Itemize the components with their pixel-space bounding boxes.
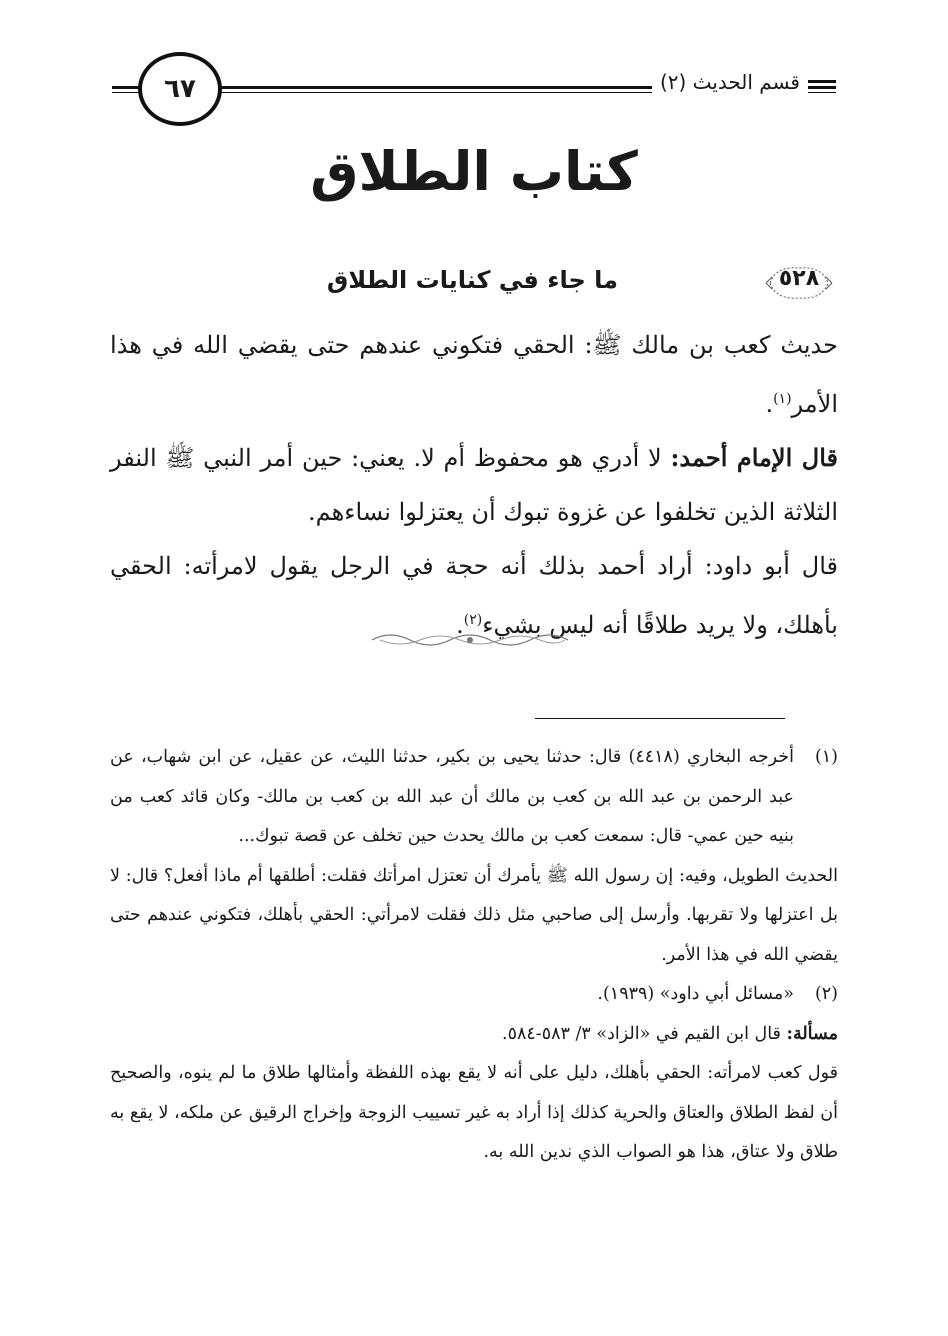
hadith-end: . [765,390,774,418]
ahmad-lead: قال الإمام أحمد: [670,443,838,472]
footnote-1 [110,738,838,857]
chapter-number: ٥٢٨ [778,266,820,291]
ornament-divider-icon [370,628,570,652]
footnote-ref-2: (٢) [463,612,483,628]
paragraph-hadith [110,318,838,431]
running-head: قسم الحديث (٢) [652,70,808,94]
hadith-text: حديث كعب بن مالك ﷺ: الحقي فتكوني عندهم حتى يقضي الله في هذا الأمر [110,331,838,418]
masala-label: مسألة: [786,1023,838,1044]
main-text [110,318,838,652]
chapter-number-badge [764,262,834,304]
masala-heading [110,1015,838,1055]
masala-text: قول كعب لامرأته: الحقي بأهلك، دليل على أنه لا يقع بهذه اللفظة وأمثالها طلاق ما لم ينوه، والصحيح أن لفظ الطلاق والعتاق والحرية كذلك إذا أراد به غير تسييب الزوجة وإخراج الرقيق عن ملكه، لا يقع به طلاق ولا عتاق، هذا هو الصواب الذي ندين الله به. [110,1063,838,1162]
masala-ref: قال ابن القيم في «الزاد» ٣/ ٥٨٣-٥٨٤. [502,1023,781,1044]
footnotes [110,738,838,1173]
footnote-1-continuation: الحديث الطويل، وفيه: إن رسول الله ﷺ يأمرك أن تعتزل امرأتك فقلت: أطلقها أم ماذا أفعل؟ قال: لا بل اعتزلها ولا تقربها. وأرسل إلى صاحبي مثل ذلك فقلت لامرأتي: الحقي بأهلك، فتكوني عندهم حتى يقضي الله في هذا الأمر. [110,865,838,965]
footnote-2 [110,975,838,1015]
book-title: كتاب الطلاق [310,140,638,203]
ahmad-text: لا أدري هو محفوظ أم لا. يعني: حين أمر النبي ﷺ النفر الثلاثة الذين تخلفوا عن غزوة تبوك أن يعتزلوا نساءهم. [110,444,838,526]
paragraph-ahmad [110,431,838,539]
page-number-badge [138,52,222,126]
footnote-separator [535,718,785,719]
footnote-2-mark: (٢) [814,984,838,1004]
abu-dawud-text: قال أبو داود: أراد أحمد بذلك أنه حجة في الرجل يقول لامرأته: الحقي بأهلك، ولا يريد طلاقًا أنه ليس بشيء [110,552,838,639]
page-number: ٦٧ [164,74,196,104]
abu-dawud-end: . [456,611,464,639]
chapter-title: ما جاء في كنايات الطلاق [326,266,618,294]
footnote-2-text: «مسائل أبي داود» (١٩٣٩). [597,984,794,1004]
footnote-1-mark: (١) [814,747,838,767]
footnote-1-text: أخرجه البخاري (٤٤١٨) قال: حدثنا يحيى بن بكير، حدثنا الليث، عن عقيل، عن ابن شهاب، عن عبد الرحمن بن عبد الله بن كعب بن مالك أن عبد الله بن كعب بن مالك- وكان قائد كعب من بنيه حين عمي- قال: سمعت كعب بن مالك يحدث حين تخلف عن قصة تبوك... [110,747,794,846]
footnote-ref-1: (١) [773,391,792,407]
